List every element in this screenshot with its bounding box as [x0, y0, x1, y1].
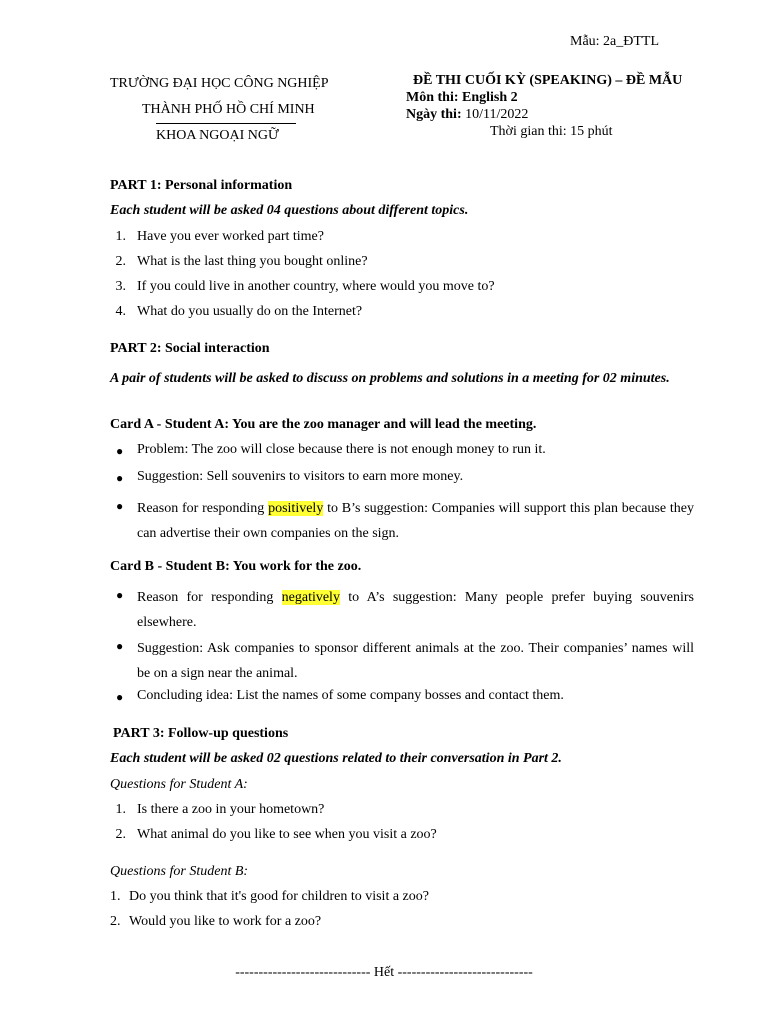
card-a-heading: Card A - Student A: You are the zoo manager and will lead the meeting.	[110, 417, 537, 432]
bullet-icon: ●	[116, 639, 124, 653]
card-b-suggestion: Suggestion: Ask companies to sponsor different animals at the zoo. Their companies’ names will be on a sign near the animal.	[137, 641, 694, 681]
list-number: 1.	[115, 229, 126, 244]
school-name-line2: THÀNH PHỐ HỒ CHÍ MINH	[142, 102, 315, 117]
card-a-reason	[137, 496, 694, 546]
card-a-suggestion: Suggestion: Sell souvenirs to visitors to earn more money.	[137, 469, 464, 484]
card-b-heading: Card B - Student B: You work for the zoo.	[110, 559, 362, 574]
list-item: Would you like to work for a zoo?	[129, 914, 322, 929]
bullet-icon: ●	[116, 471, 124, 485]
student-a-questions-label: Questions for Student A:	[110, 777, 248, 792]
list-item: Have you ever worked part time?	[137, 229, 324, 244]
bullet-icon: ●	[116, 588, 124, 602]
student-b-questions-label: Questions for Student B:	[110, 864, 249, 879]
card-b-concluding: Concluding idea: List the names of some company bosses and contact them.	[137, 688, 564, 703]
part3-instruction: Each student will be asked 02 questions related to their conversation in Part 2.	[110, 751, 562, 766]
subject-label: Môn thi:	[406, 90, 459, 105]
highlight-negatively: negatively	[281, 590, 340, 605]
list-number: 2.	[115, 827, 126, 842]
date-value: 10/11/2022	[465, 107, 529, 122]
date-label: Ngày thi:	[406, 107, 462, 122]
list-item: Do you think that it's good for children to visit a zoo?	[129, 889, 429, 904]
end-marker: ----------------------------- Hết -----------------------------	[235, 965, 533, 980]
part3-heading: PART 3: Follow-up questions	[113, 726, 289, 741]
list-item: What is the last thing you bought online?	[137, 254, 368, 269]
list-number: 2.	[110, 914, 121, 929]
exam-duration: Thời gian thi: 15 phút	[490, 124, 613, 139]
list-number: 1.	[115, 802, 126, 817]
subject-value: English 2	[462, 90, 518, 105]
reason-text-post: to B’s suggestion: Companies will support this plan because they can advertise their own companies on the sign.	[137, 501, 694, 541]
part2-instruction: A pair of students will be asked to discuss on problems and solutions in a meeting for 02 minutes.	[110, 371, 670, 386]
form-code: Mẫu: 2a_ĐTTL	[570, 34, 660, 49]
faculty-name: KHOA NGOẠI NGỮ	[156, 128, 279, 143]
list-number: 1.	[110, 889, 121, 904]
exam-subject	[406, 90, 518, 106]
list-item: If you could live in another country, where would you move to?	[137, 279, 495, 294]
school-name-line1: TRƯỜNG ĐẠI HỌC CÔNG NGHIỆP	[110, 76, 329, 91]
reason-text-post: to A’s suggestion: Many people prefer buying souvenirs elsewhere.	[137, 590, 695, 630]
reason-text-pre: Reason for responding	[137, 590, 274, 605]
part1-instruction: Each student will be asked 04 questions about different topics.	[110, 203, 469, 218]
list-number: 3.	[115, 279, 126, 294]
list-number: 2.	[115, 254, 126, 269]
bullet-icon: ●	[116, 444, 124, 458]
list-item: What do you usually do on the Internet?	[137, 304, 363, 319]
header-divider	[156, 123, 296, 124]
card-a-problem: Problem: The zoo will close because there is not enough money to run it.	[137, 442, 546, 457]
bullet-icon: ●	[116, 499, 124, 513]
card-b-reason	[137, 585, 694, 635]
exam-date	[406, 107, 528, 123]
exam-title: ĐỀ THI CUỐI KỲ (SPEAKING) – ĐỀ MẪU	[413, 73, 683, 88]
list-item: Is there a zoo in your hometown?	[137, 802, 325, 817]
reason-text-pre: Reason for responding	[137, 501, 265, 516]
list-item: What animal do you like to see when you visit a zoo?	[137, 827, 437, 842]
part1-heading: PART 1: Personal information	[110, 178, 293, 193]
part2-heading: PART 2: Social interaction	[110, 341, 270, 356]
bullet-icon: ●	[116, 690, 124, 704]
list-number: 4.	[115, 304, 126, 319]
highlight-positively: positively	[268, 501, 324, 516]
